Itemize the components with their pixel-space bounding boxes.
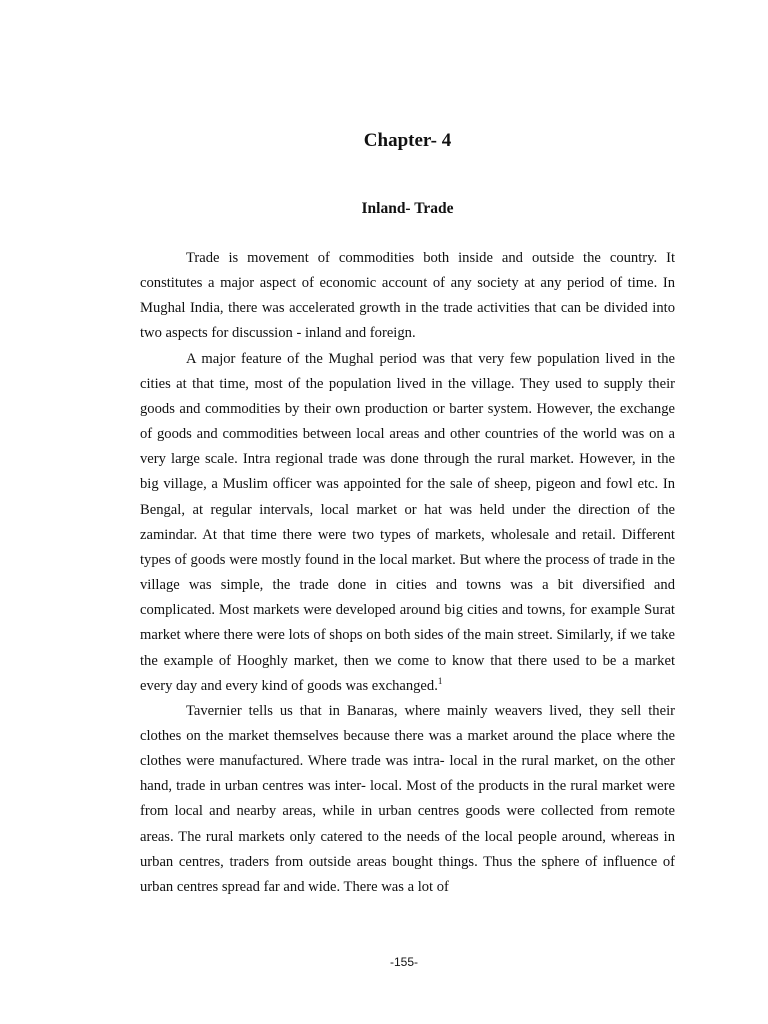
paragraph-3-text: Tavernier tells us that in Banaras, where mainly weavers lived, they sell their clothes on the market themselves because there was a market around the place where the clothes were manufactured. Where trade was intra- local in the rural market, on the other hand, trade in urban centres was inter- local. Most of the products in the rural market were from local and nearby areas, while in urban centres goods were collected from remote areas. The rural markets only catered to the needs of the local people around, whereas in urban centres, traders from outside areas bought things. Thus the sphere of influence of urban centres spread far and wide. There was a lot of bbox=[140, 702, 675, 895]
section-title: Inland- Trade bbox=[361, 200, 454, 217]
chapter-title: Chapter- 4 bbox=[363, 130, 452, 151]
footnote-marker[interactable]: 1 bbox=[437, 675, 443, 686]
paragraph-2-text: A major feature of the Mughal period was that very few population lived in the cities at that time, most of the population lived in the village. They used to supply their goods and commodities by their own production or barter system. However, the exchange of goods and commodities between local areas and other countries of the world was on a very large scale. Intra regional trade was done through the rural market. However, in the big village, a Muslim officer was appointed for the sale of sheep, pigeon and fowl etc. In Bengal, at regular intervals, local market or hat was held under the direction of the zamindar. At that time there were two types of markets, wholesale and retail. Different types of goods were mostly found in the local market. But where the process of trade in the village was simple, the trade done in cities and towns was a bit diversified and complicated. Most markets were developed around big cities and towns, for example Surat market where there were lots of shops on both sides of the main street. Similarly, if we take the example of Hooghly market, then we come to know that there used to be a market every day and every kind of goods was exchanged. bbox=[140, 350, 675, 694]
paragraph-3 bbox=[140, 699, 675, 900]
body-text bbox=[140, 246, 675, 900]
paragraph-1 bbox=[140, 246, 675, 347]
paragraph-1-text: Trade is movement of commodities both inside and outside the country. It constitutes a major aspect of economic account of any society at any period of time. In Mughal India, there was accelerated growth in the trade activities that can be divided into two aspects for discussion - inland and foreign. bbox=[140, 250, 675, 342]
page-number: -155- bbox=[389, 955, 418, 969]
paragraph-2 bbox=[140, 347, 675, 699]
